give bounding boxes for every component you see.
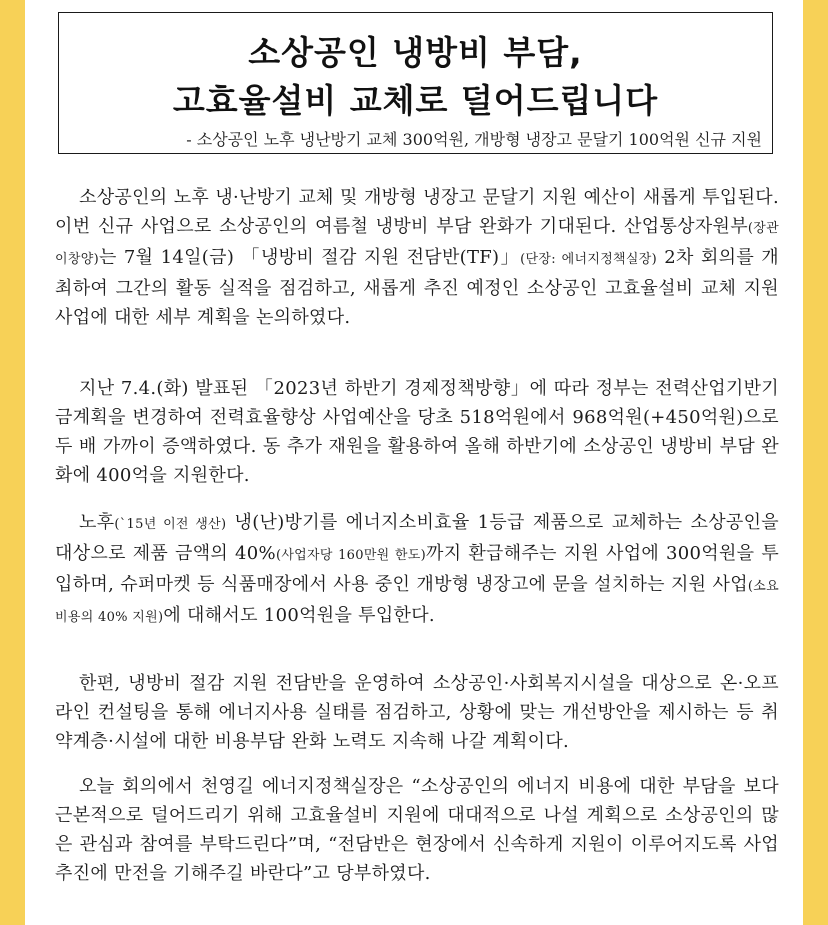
paragraph-5: 오늘 회의에서 천영길 에너지정책실장은 “소상공인의 에너지 비용에 대한 부담을 보다 근본적으로 덜어드리기 위해 고효율설비 지원에 대대적으로 나설 계획으로 소상공인의 많은 관심과 참여를 부탁드린다”며, “전담반은 현장에서 신속하게 지원이 이루어지도록 사업 추진에 만전을 기해주길 바란다”고 당부하였다. <box>55 776 779 884</box>
paragraph-3-text-c: 냉(난)방기를 에너지소비효율 1등급 제품으로 교체하는 소상공인을 대상으로 제품 금액의 40% <box>55 512 779 564</box>
paragraph-3-note-year: (`15년 이전 생산) <box>114 517 227 532</box>
paragraph-1-note-minister: (장관 이창양) <box>55 221 779 267</box>
paragraph-1 <box>55 183 779 332</box>
paragraph-1-note-head: (단장: 에너지정책실장) <box>520 252 657 267</box>
paragraph-4: 한편, 냉방비 절감 지원 전담반을 운영하여 소상공인·사회복지시설을 대상으로 온·오프라인 컨설팅을 통해 에너지사용 실태를 점검하고, 상황에 맞는 개선방안을 제시하는 등 취약계층·시설에 대한 비용부담 완화 노력도 지속해 나갈 계획이다. <box>55 673 779 752</box>
headline-line-1: 소상공인 냉방비 부담, <box>248 33 583 72</box>
paragraph-3-text-e: 까지 환급해주는 지원 사업에 300억원을 투입하며, 슈퍼마켓 등 식품매장에서 사용 중인 개방형 냉장고에 문을 설치하는 지원 사업 <box>55 543 780 595</box>
paragraph-3 <box>55 508 779 632</box>
paragraph-3-text-a: 노후 <box>79 512 115 533</box>
paragraph-1-text-e: 2차 회의를 개최하여 그간의 활동 실적을 점검하고, 새롭게 추진 예정인 소상공인 고효율설비 교체 지원사업에 대한 세부 계획을 논의하였다. <box>55 247 779 328</box>
document-page <box>25 0 803 925</box>
subtitle: - 소상공인 노후 냉난방기 교체 300억원, 개방형 냉장고 문달기 100억원 신규 지원 <box>186 130 762 149</box>
paragraph-3-note-cost: (소요 비용의 40% 지원) <box>55 579 779 625</box>
paragraph-3-text-g: 에 대해서도 100억원을 투입한다. <box>163 605 435 626</box>
paragraph-2: 지난 7.4.(화) 발표된 「2023년 하반기 경제정책방향」에 따라 정부는 전력산업기반기금계획을 변경하여 전력효율향상 사업예산을 당초 518억원에서 968억원(+450억원)으로 두 배 가까이 증액하였다. 동 추가 재원을 활용하여 올해 하반기에 소상공인 냉방비 부담 완화에 400억을 지원한다. <box>55 378 779 486</box>
headline-line-2: 고효율설비 교체로 덜어드립니다 <box>172 81 659 120</box>
paragraph-3-note-limit: (사업자당 160만원 한도) <box>275 548 426 563</box>
paragraph-1-text-c: 는 7월 14일(금) 「냉방비 절감 지원 전담반(TF)」 <box>98 247 521 268</box>
paragraph-1-text-a: 소상공인의 노후 냉·난방기 교체 및 개방형 냉장고 문달기 지원 예산이 새롭게 투입된다. 이번 신규 사업으로 소상공인의 여름철 냉방비 부담 완화가 기대된다. 산업통상자원부 <box>55 187 779 237</box>
title-box <box>58 12 773 154</box>
